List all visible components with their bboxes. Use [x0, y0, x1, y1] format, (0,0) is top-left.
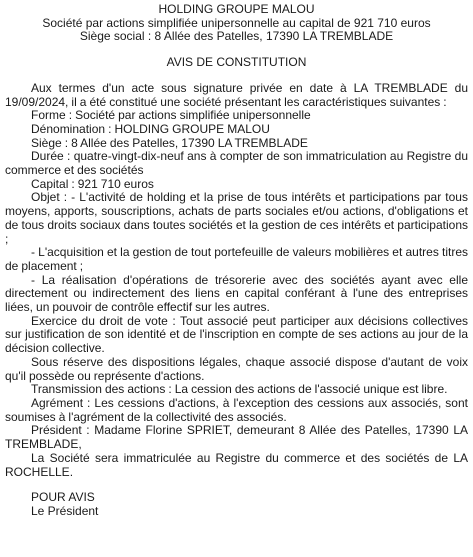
paragraph-intro: Aux termes d'un acte sous signature privée en date à LA TREMBLADE du 19/09/2024, il a été constitué une société présentant les caractéristiques suivantes : [5, 80, 468, 109]
company-form-capital: Société par actions simplifiée unipersonnelle au capital de 921 710 euros [42, 15, 431, 30]
paragraph-agrement: Agrément : Les cessions d'actions, à l'exception des cessions aux associés, sont soumises à l'agrément de la collectivité des associés. [5, 395, 468, 424]
paragraph-duree: Durée : quatre-vingt-dix-neuf ans à compter de son immatriculation au Registre du commerce et des sociétés [5, 149, 468, 178]
registered-office: Siège social : 8 Allée des Patelles, 17390 LA TREMBLADE [79, 29, 394, 44]
company-name: HOLDING GROUPE MALOU [158, 2, 315, 16]
paragraph-droit-de-vote: Exercice du droit de vote : Tout associé peut participer aux décisions collectives sur justification de son identité et de l'inscription en compte de ses actions au jour de la décision collective. [5, 313, 468, 356]
paragraph-objet-tresorerie: - La réalisation d'opérations de trésorerie avec des sociétés ayant avec elle directement ou indirectement des liens en capital conférant à l'une des entreprises liées, un pouvoir de contrôle effectif sur les autres. [5, 272, 468, 315]
signatory: Le Président [31, 503, 99, 518]
notice-header [5, 3, 468, 44]
paragraph-immatriculation: La Société sera immatriculée au Registre du commerce et des sociétés de LA ROCHELLE. [5, 450, 468, 479]
paragraph-siege: Siège : 8 Allée des Patelles, 17390 LA TREMBLADE [31, 135, 308, 150]
paragraph-objet: Objet : - L'activité de holding et la prise de tous intérêts et participations par tous moyens, apports, souscriptions, achats de parts sociales et/ou actions, d'obligations et de tous droits sociaux dans toutes sociétés et la gestion de ces intérêts et participations ; [5, 190, 468, 246]
paragraph-president: Président : Madame Florine SPRIET, demeurant 8 Allée des Patelles, 17390 LA TREMBLADE, [5, 423, 468, 452]
notice-body [5, 82, 468, 479]
notice-closing [5, 491, 468, 518]
paragraph-voix: Sous réserve des dispositions légales, chaque associé dispose d'autant de voix qu'il possède ou représente d'actions. [5, 354, 468, 383]
paragraph-forme: Forme : Société par actions simplifiée unipersonnelle [31, 108, 311, 123]
notice-title: AVIS DE CONSTITUTION [166, 55, 307, 70]
pour-avis: POUR AVIS [31, 490, 95, 505]
paragraph-denomination: Dénomination : HOLDING GROUPE MALOU [31, 121, 270, 136]
paragraph-objet-portefeuille: - L'acquisition et la gestion de tout portefeuille de valeurs mobilières et autres titres de placement ; [5, 245, 468, 273]
paragraph-capital: Capital : 921 710 euros [31, 176, 154, 191]
paragraph-transmission: Transmission des actions : La cession des actions de l'associé unique est libre. [31, 382, 448, 397]
